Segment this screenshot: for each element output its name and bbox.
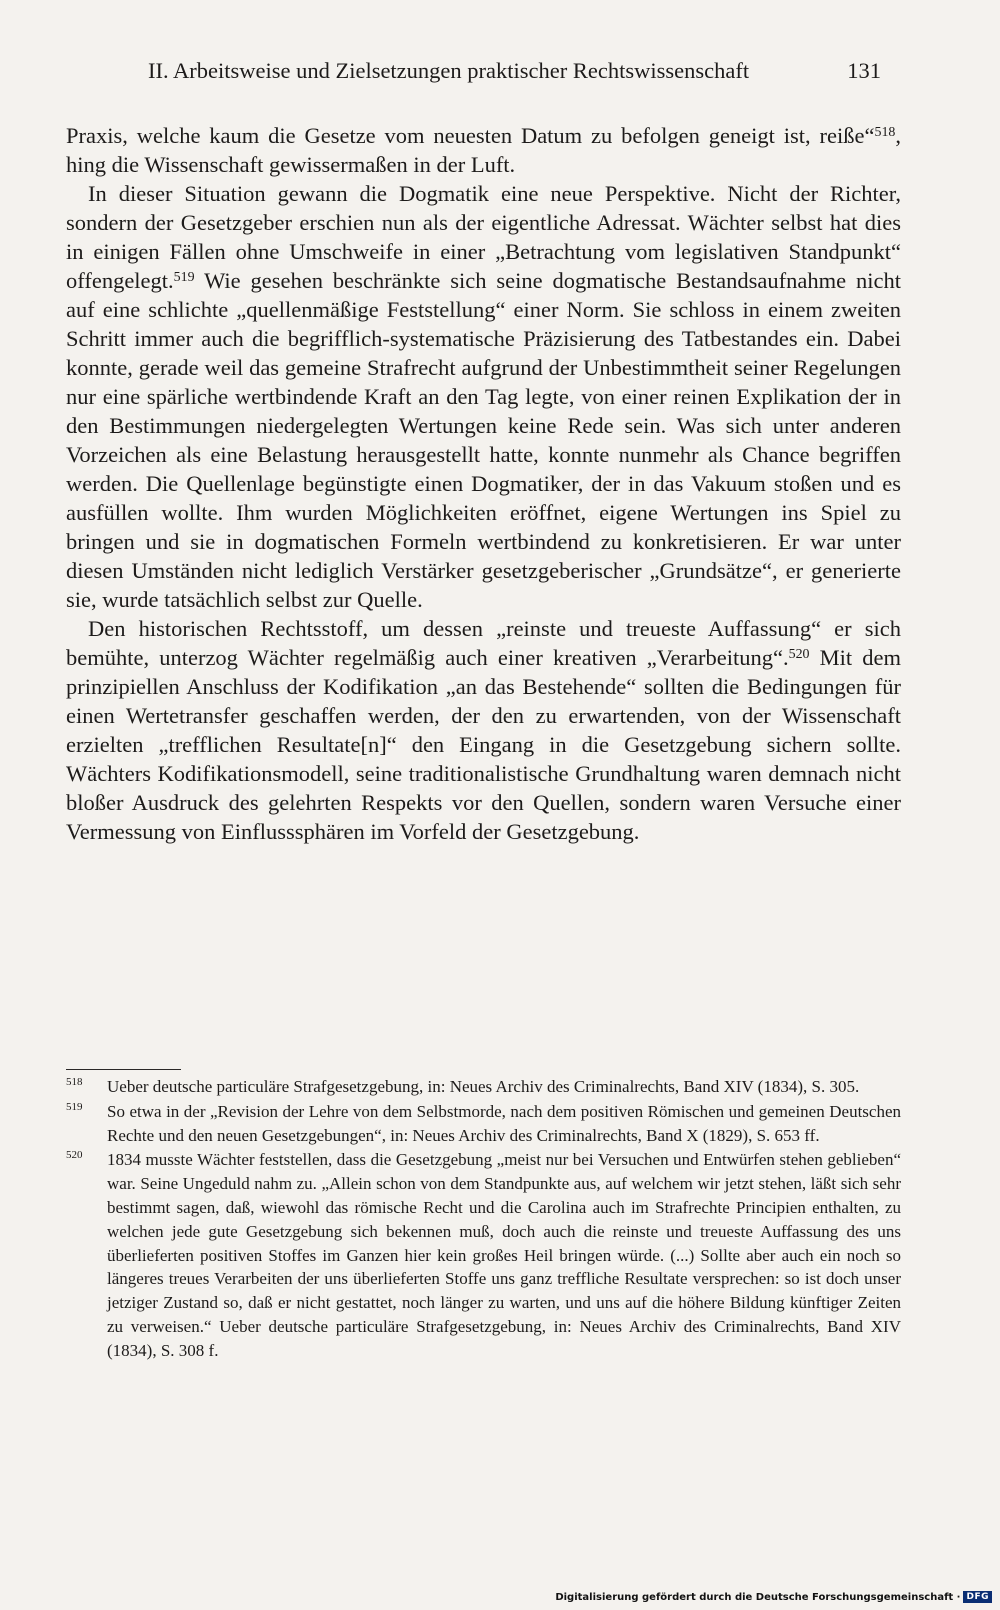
paragraph-2: In dieser Situation gewann die Dogmatik eine neue Perspektive. Nicht der Richter, sondern der Gesetzgeber erschien nun als der eigentliche Adressat. Wächter selbst hat dies in einigen Fällen ohne Umschweife in einer „Betrachtung vom legislativen Standpunkt“ offengelegt.$^{519}$ Wie gesehen beschränkte sich seine dogmatische Bestandsaufnahme nicht auf eine schlichte „quellenmäßige Feststellung“ einer Norm. Sie schloss in einem zweiten Schritt immer auch die begrifflich-systematische Präzisierung des Tatbestandes ein. Dabei konnte, gerade weil das gemeine Strafrecht aufgrund der Unbestimmtheit seiner Regelungen nur eine spärliche wertbindende Kraft an den Tag legte, von einer reinen Explikation der in den Bestimmungen niedergelegten Wertungen keine Rede sein. Was sich unter anderen Vorzeichen als eine Belastung herausgestellt hatte, konnte nunmehr als Chance begriffen werden. Die Quellenlage begünstigte einen Dogmatiker, der in das Vakuum stoßen und es ausfüllen wollte. Ihm wurden Möglichkeiten eröffnet, eigene Wertungen ins Spiel zu bringen und sie in dogmatischen Formeln wertbindend zu konkretisieren. Er war unter diesen Umständen nicht lediglich Verstärker gesetzgeberischer „Grundsätze“, er generierte sie, wurde tatsächlich selbst zur Quelle.	[66, 181, 901, 612]
footnote-text: Ueber deutsche particuläre Strafgesetzgebung, in: Neues Archiv des Criminalrechts, Band XIV (1834), S. 305.	[107, 1077, 860, 1096]
footnote-number: 518	[66, 1076, 83, 1088]
paragraph-1: Praxis, welche kaum die Gesetze vom neuesten Datum zu befolgen geneigt ist, reiße“$^{518}$, hing die Wissenschaft gewissermaßen in der Luft.	[66, 123, 901, 177]
book-page	[66, 0, 901, 1610]
footnote-number: 520	[66, 1149, 83, 1162]
footnote-number: 519	[66, 1100, 83, 1113]
footnote-text: So etwa in der „Revision der Lehre von dem Selbstmorde, nach dem positiven Römischen und gemeinen Deutschen Rechte und den neuen Gesetzgebungen“, in: Neues Archiv des Criminalrechts, Band X (1829), S. 653 ff.	[107, 1101, 901, 1145]
main-text	[66, 121, 901, 846]
footnote-ref-518[interactable]: 518	[874, 125, 896, 141]
footnotes	[66, 1075, 901, 1364]
footnote-separator	[66, 1069, 181, 1070]
running-header	[148, 58, 901, 84]
footnote-text: 1834 musste Wächter feststellen, dass die Gesetzgebung „meist nur bei Versuchen und Entwürfen stehen geblieben“ war. Seine Ungeduld nahm zu. „Allein schon von dem Standpunkte aus, auf welchem wir jetzt stehen, läßt sich sehr bestimmt sagen, daß, wiewohl das römische Recht und die Carolina auch im Strafrechte Principien enthalten, zu welchen jede gute Gesetzgebung sich bekennen muß, doch auch die reinste und treueste Auffassung des uns überlieferten positiven Stoffes im Ganzen hier kein großes Heil bringen würde. (...) Sollte aber auch ein noch so längeres treues Verarbeiten der uns überlieferten Stoffe uns ganz treffliche Resultate versprechen: so ist doch unser jetziger Zustand so, daß er nicht gestattet, noch länger zu warten, und uns auf die höhere Bildung künftiger Zeiten zu verweisen.“ Ueber deutsche particuläre Strafgesetzgebung, in: Neues Archiv des Criminalrechts, Band XIV (1834), S. 308 f.	[107, 1150, 901, 1360]
digitization-credit	[555, 1591, 992, 1603]
footnote	[66, 1148, 901, 1362]
footnote	[66, 1100, 901, 1148]
dfg-logo: DFG	[963, 1591, 992, 1603]
running-title: II. Arbeitsweise und Zielsetzungen praktischer Rechtswissenschaft	[148, 58, 750, 83]
paragraph-3: Den historischen Rechtsstoff, um dessen „reinste und treueste Auffassung“ er sich bemühte, unterzog Wächter regelmäßig auch einer kreativen „Verarbeitung“.$^{520}$ Mit dem prinzipiellen Anschluss der Kodifikation „an das Bestehende“ sollten die Bedingungen für einen Wertetransfer geschaffen werden, der den zu erwartenden, von der Wissenschaft erzielten „trefflichen Resultate[n]“ den Eingang in die Gesetzgebung sichern sollte. Wächters Kodifikationsmodell, seine traditionalistische Grundhaltung waren demnach nicht bloßer Ausdruck des gelehrten Respekts vor den Quellen, sondern waren Versuche einer Vermessung von Einflusssphären im Vorfeld der Gesetzgebung.	[66, 616, 901, 844]
footnote-ref-520[interactable]: 520	[788, 647, 810, 663]
footnote	[66, 1075, 901, 1099]
credit-text: Digitalisierung gefördert durch die Deutsche Forschungsgemeinschaft ·	[555, 1591, 961, 1603]
footnote-ref-519[interactable]: 519	[173, 270, 195, 286]
page-number: 131	[847, 58, 881, 83]
